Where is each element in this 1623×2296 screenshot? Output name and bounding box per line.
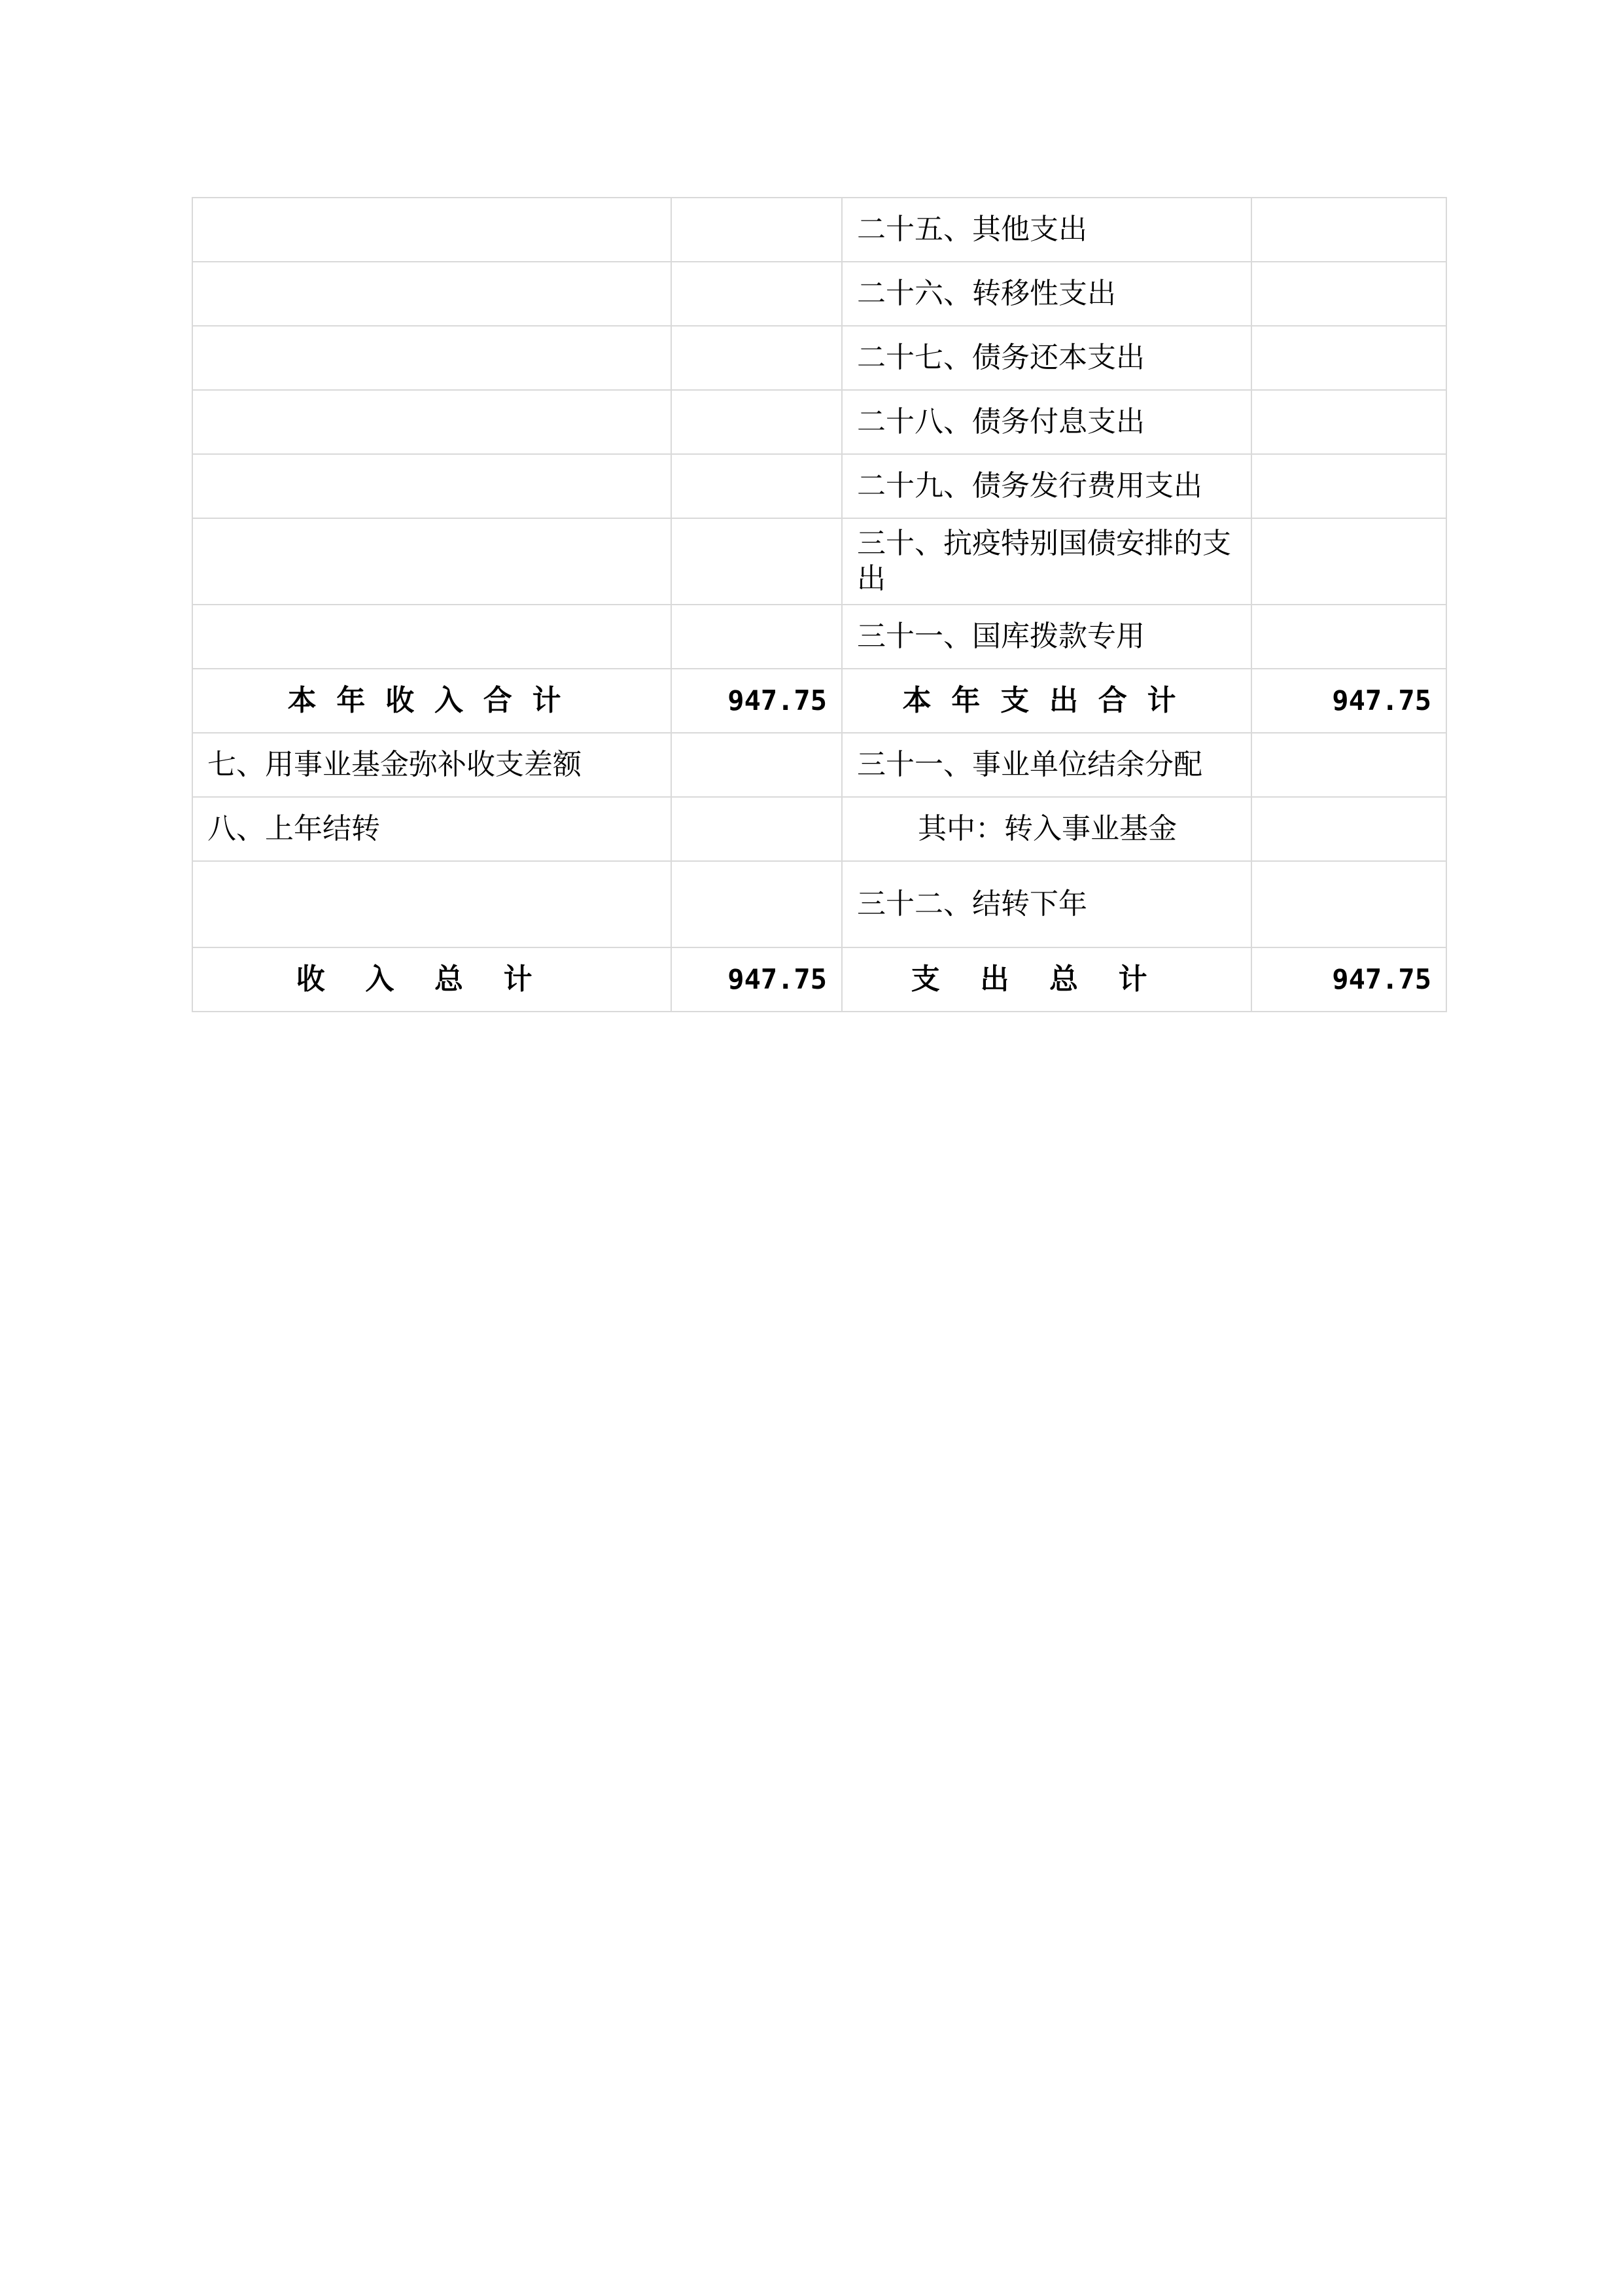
income-label-cell: [192, 861, 671, 947]
table-row: [192, 198, 1446, 262]
expense-label-cell: 其中：转入事业基金: [842, 797, 1251, 861]
table-row: [192, 605, 1446, 669]
expense-label-cell: 二十六、转移性支出: [842, 262, 1251, 326]
income-value-cell: [671, 733, 842, 797]
income-value-cell: [671, 797, 842, 861]
expense-label-cell: 二十八、债务付息支出: [842, 390, 1251, 454]
expense-value-cell: [1251, 454, 1446, 518]
income-label-cell: 七、用事业基金弥补收支差额: [192, 733, 671, 797]
annual-income-total-label: 本年收入合计: [192, 669, 671, 733]
income-value-cell: [671, 861, 842, 947]
expense-value-cell: [1251, 605, 1446, 669]
grand-expense-total-value: 947.75: [1251, 947, 1446, 1012]
income-value-cell: [671, 454, 842, 518]
expense-value-cell: [1251, 326, 1446, 390]
income-value-cell: [671, 605, 842, 669]
table-row: [192, 454, 1446, 518]
income-value-cell: [671, 390, 842, 454]
annual-income-total-value: 947.75: [671, 669, 842, 733]
expense-value-cell: [1251, 797, 1446, 861]
table-row: [192, 262, 1446, 326]
grand-income-total-value: 947.75: [671, 947, 842, 1012]
expense-value-cell: [1251, 198, 1446, 262]
table-row: [192, 861, 1446, 947]
income-label-cell: [192, 198, 671, 262]
table-row: [192, 733, 1446, 797]
table-row: [192, 390, 1446, 454]
expense-label-cell: 三十、抗疫特别国债安排的支出: [842, 518, 1251, 605]
annual-expense-total-value: 947.75: [1251, 669, 1446, 733]
income-value-cell: [671, 518, 842, 605]
expense-value-cell: [1251, 262, 1446, 326]
income-label-cell: [192, 262, 671, 326]
income-label-cell: [192, 390, 671, 454]
expense-label-cell: 二十七、债务还本支出: [842, 326, 1251, 390]
table-row: [192, 326, 1446, 390]
expense-value-cell: [1251, 518, 1446, 605]
expense-value-cell: [1251, 861, 1446, 947]
annual-expense-total-label: 本年支出合计: [842, 669, 1251, 733]
income-label-cell: [192, 326, 671, 390]
expense-label-cell: 三十一、事业单位结余分配: [842, 733, 1251, 797]
expense-label-cell: 三十二、结转下年: [842, 861, 1251, 947]
income-label-cell: [192, 518, 671, 605]
expense-value-cell: [1251, 733, 1446, 797]
expense-label-cell: 二十九、债务发行费用支出: [842, 454, 1251, 518]
income-label-cell: 八、上年结转: [192, 797, 671, 861]
expense-value-cell: [1251, 390, 1446, 454]
table-row-annual-total: [192, 669, 1446, 733]
income-expense-table: [192, 197, 1447, 1012]
table-row: [192, 518, 1446, 605]
income-label-cell: [192, 605, 671, 669]
income-value-cell: [671, 262, 842, 326]
grand-income-total-label: 收入总计: [192, 947, 671, 1012]
income-value-cell: [671, 326, 842, 390]
income-label-cell: [192, 454, 671, 518]
expense-label-cell: 二十五、其他支出: [842, 198, 1251, 262]
grand-expense-total-label: 支出总计: [842, 947, 1251, 1012]
table-row-grand-total: [192, 947, 1446, 1012]
budget-table-container: [192, 197, 1446, 1012]
expense-label-cell: 三十一、国库拨款专用: [842, 605, 1251, 669]
table-row: [192, 797, 1446, 861]
income-value-cell: [671, 198, 842, 262]
